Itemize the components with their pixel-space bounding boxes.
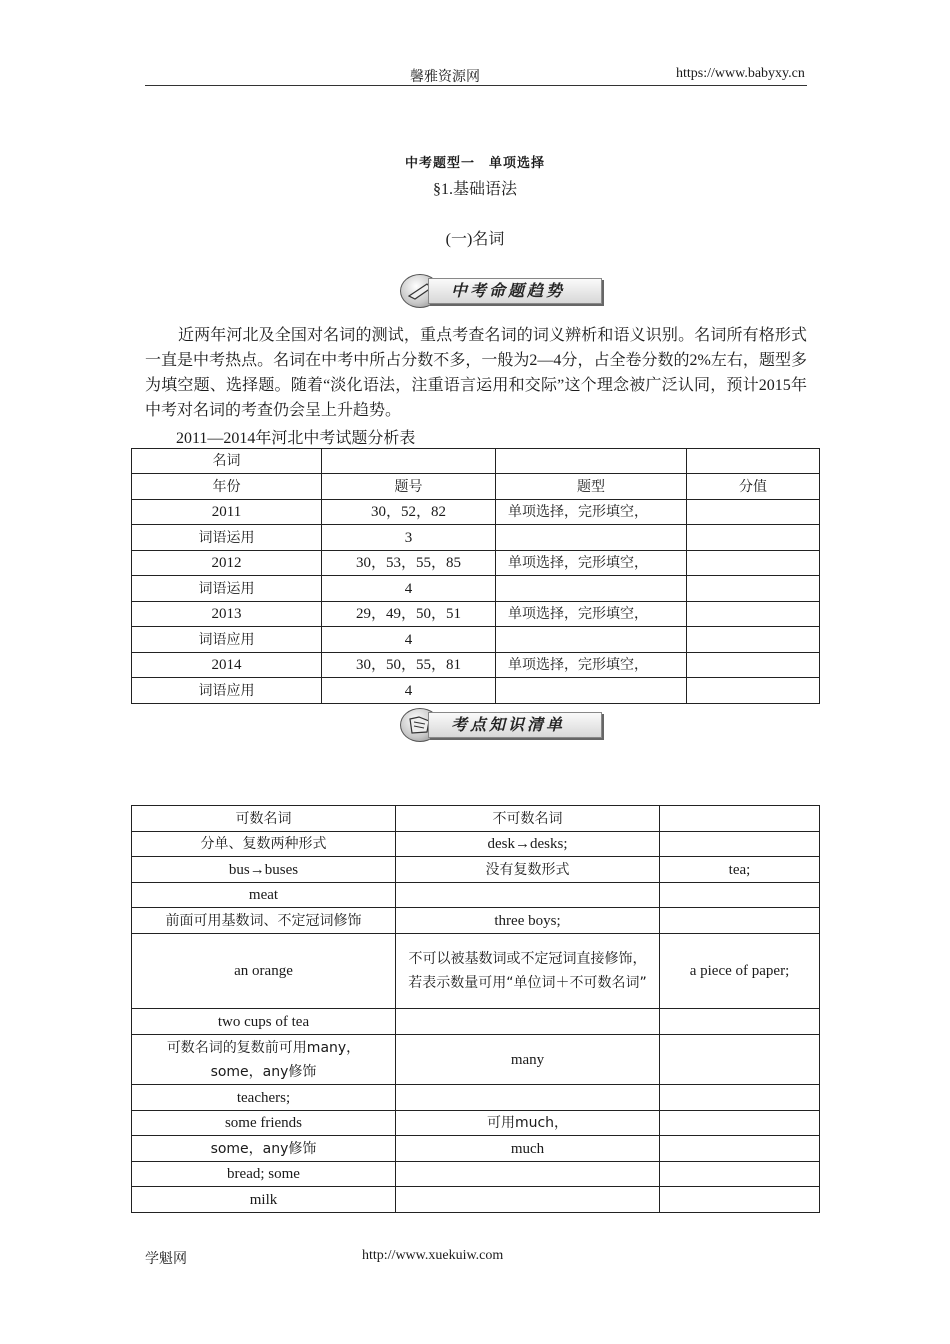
table-cell: 30，50，55，81 xyxy=(322,653,496,678)
table-cell xyxy=(687,525,820,551)
table-cell xyxy=(687,602,820,627)
table-cell: 3 xyxy=(322,525,496,551)
header-url[interactable]: https://www.babyxy.cn xyxy=(676,66,805,81)
subtitle: §1.基础语法 xyxy=(432,181,517,198)
table-row xyxy=(132,525,820,551)
table-cell xyxy=(687,627,820,653)
subsection-title: (一)名词 xyxy=(445,231,505,248)
table-cell: some friends xyxy=(132,1111,396,1136)
table-cell: 分单、复数两种形式 xyxy=(132,832,396,857)
table-cell: bus→buses xyxy=(132,857,396,883)
table-cell xyxy=(660,1162,820,1187)
knowledge-banner-label: 考点知识清单 xyxy=(428,712,602,738)
table-cell: teachers; xyxy=(132,1085,396,1111)
table-cell: meat xyxy=(132,883,396,908)
table-row xyxy=(132,1085,820,1111)
table-cell: 29，49，50，51 xyxy=(322,602,496,627)
table-row xyxy=(132,1111,820,1136)
table-cell: 2011 xyxy=(132,500,322,525)
table-cell: 不可以被基数词或不定冠词直接修饰，若表示数量可用“单位词＋不可数名词” xyxy=(396,934,660,1009)
table-cell xyxy=(687,449,820,474)
table-cell: 单项选择，完形填空， xyxy=(496,602,687,627)
table-cell xyxy=(396,883,660,908)
table-cell xyxy=(396,1187,660,1213)
table-cell: 词语应用 xyxy=(132,678,322,704)
table-cell xyxy=(660,832,820,857)
table-row xyxy=(132,653,820,678)
table-header-cell: 分值 xyxy=(687,474,820,500)
table-cell: a piece of paper; xyxy=(660,934,820,1009)
table-row xyxy=(132,627,820,653)
table-cell: 可数名词的复数前可用many，some，any修饰 xyxy=(132,1035,396,1085)
table-cell xyxy=(496,449,687,474)
table-row xyxy=(132,602,820,627)
table-cell: 4 xyxy=(322,627,496,653)
table-cell: two cups of tea xyxy=(132,1009,396,1035)
table-cell: 单项选择，完形填空， xyxy=(496,500,687,525)
table-row xyxy=(132,832,820,857)
table-cell: 没有复数形式 xyxy=(396,857,660,883)
table-row xyxy=(132,1187,820,1213)
table-cell xyxy=(687,500,820,525)
table-cell: many xyxy=(396,1035,660,1085)
table-cell: 词语运用 xyxy=(132,576,322,602)
table-cell xyxy=(322,449,496,474)
table-header-cell: 年份 xyxy=(132,474,322,500)
table-row xyxy=(132,500,820,525)
trend-banner xyxy=(400,274,590,304)
table-cell xyxy=(660,1111,820,1136)
table-cell xyxy=(687,678,820,704)
table-cell xyxy=(496,576,687,602)
table-cell: 2013 xyxy=(132,602,322,627)
table-cell: 2014 xyxy=(132,653,322,678)
table-row xyxy=(132,1035,820,1085)
noun-comparison-table xyxy=(131,805,820,1213)
table-row xyxy=(132,576,820,602)
trend-banner-label: 中考命题趋势 xyxy=(428,278,602,304)
table-cell xyxy=(660,1187,820,1213)
table-cell: 前面可用基数词、不定冠词修饰 xyxy=(132,908,396,934)
header-site-name: 馨雅资源网 xyxy=(410,70,480,85)
table-header-cell: 不可数名词 xyxy=(396,806,660,832)
table-cell: 名词 xyxy=(132,449,322,474)
table-header-cell: 可数名词 xyxy=(132,806,396,832)
table-cell: three boys; xyxy=(396,908,660,934)
table-cell xyxy=(660,1009,820,1035)
analysis-table xyxy=(131,448,820,704)
table-cell: 2012 xyxy=(132,551,322,576)
table-caption: 2011—2014年河北中考试题分析表 xyxy=(176,430,416,447)
table-row xyxy=(132,449,820,474)
table-row xyxy=(132,883,820,908)
header-divider xyxy=(145,85,807,86)
table-header-cell: 题号 xyxy=(322,474,496,500)
table-cell: some，any修饰 xyxy=(132,1136,396,1162)
table-row xyxy=(132,857,820,883)
table-cell xyxy=(496,678,687,704)
table-row xyxy=(132,934,820,1009)
table-cell: bread; some xyxy=(132,1162,396,1187)
table-cell xyxy=(496,525,687,551)
table-cell xyxy=(660,1085,820,1111)
table-cell: 4 xyxy=(322,678,496,704)
table-row xyxy=(132,551,820,576)
table-cell: 可用much， xyxy=(396,1111,660,1136)
table-cell xyxy=(687,576,820,602)
intro-paragraph: 近两年河北及全国对名词的测试，重点考查名词的词义辨析和语义识别。名词所有格形式一直是中考热点。名词在中考中所占分数不多，一般为2—4分，占全卷分数的2%左右，题型多为填空题、选择题。随着“淡化语法，注重语言运用和交际”这个理念被广泛认同，预计2015年中考对名词的考查仍会呈上升趋势。 xyxy=(145,327,807,419)
table-row xyxy=(132,1136,820,1162)
table-cell xyxy=(687,551,820,576)
table-cell xyxy=(660,1035,820,1085)
table-cell: desk→desks; xyxy=(396,832,660,857)
table-row xyxy=(132,1162,820,1187)
table-row xyxy=(132,1009,820,1035)
table-cell xyxy=(660,1136,820,1162)
footer-url[interactable]: http://www.xuekuiw.com xyxy=(362,1248,504,1263)
table-cell xyxy=(496,627,687,653)
knowledge-banner xyxy=(400,708,590,738)
table-cell: 4 xyxy=(322,576,496,602)
table-cell xyxy=(396,1009,660,1035)
table-cell: 30，53，55，85 xyxy=(322,551,496,576)
footer-site-name: 学魁网 xyxy=(145,1252,187,1267)
table-header-cell: 题型 xyxy=(496,474,687,500)
section-title: 中考题型一 单项选择 xyxy=(404,155,545,170)
table-cell xyxy=(687,653,820,678)
table-cell xyxy=(396,1162,660,1187)
table-row xyxy=(132,908,820,934)
table-cell: an orange xyxy=(132,934,396,1009)
table-cell: 单项选择，完形填空， xyxy=(496,551,687,576)
table-cell xyxy=(660,908,820,934)
table-header-cell xyxy=(660,806,820,832)
table-cell: 30，52，82 xyxy=(322,500,496,525)
table-cell: 词语运用 xyxy=(132,525,322,551)
table-row xyxy=(132,678,820,704)
table-cell: 词语应用 xyxy=(132,627,322,653)
table-cell xyxy=(396,1085,660,1111)
table-cell: tea; xyxy=(660,857,820,883)
table-header-row xyxy=(132,474,820,500)
table-cell: milk xyxy=(132,1187,396,1213)
table-cell xyxy=(660,883,820,908)
table-header-row xyxy=(132,806,820,832)
table-cell: 单项选择，完形填空， xyxy=(496,653,687,678)
table-cell: much xyxy=(396,1136,660,1162)
